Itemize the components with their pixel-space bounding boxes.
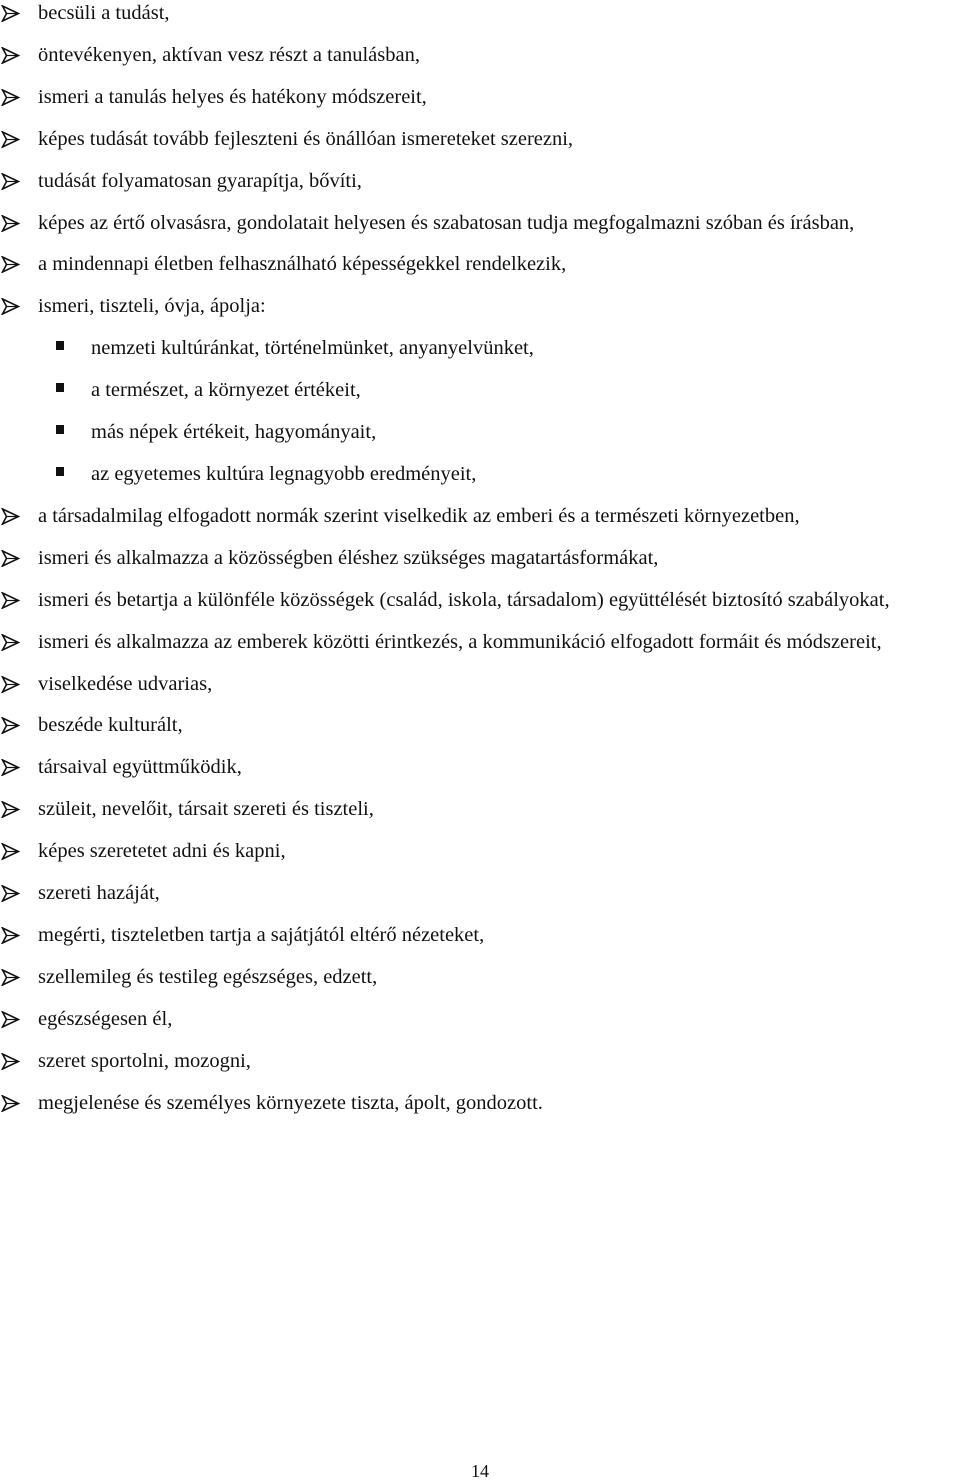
arrow-bullet-icon	[1, 1053, 20, 1070]
list-item-text: öntevékenyen, aktívan vesz részt a tanulásban,	[38, 43, 420, 66]
arrow-bullet-icon	[1, 5, 20, 22]
arrow-bullet-icon	[1, 969, 20, 986]
list-item-text: képes tudását tovább fejleszteni és önállóan ismereteket szerezni,	[38, 127, 574, 150]
list-item	[0, 1083, 960, 1125]
arrow-bullet-icon	[1, 89, 20, 106]
list-item-text: szeret sportolni, mozogni,	[38, 1049, 251, 1072]
list-item-text: ismeri és betartja a különféle közösségek (család, iskola, társadalom) együttélését biztosító szabályokat,	[38, 588, 890, 611]
list-item-text: más népek értékeit, hagyományait,	[91, 421, 377, 444]
list-item-text: megérti, tiszteletben tartja a sajátjától eltérő nézeteket,	[38, 923, 485, 946]
list-item-text: ismeri és alkalmazza a közösségben éléshez szükséges magatartásformákat,	[38, 546, 659, 569]
list-item	[0, 915, 960, 957]
list-item	[0, 747, 960, 789]
sub-list-item	[0, 370, 960, 412]
page-number: 14	[471, 1461, 489, 1481]
list-item-text: szereti hazáját,	[38, 882, 160, 905]
arrow-bullet-icon	[1, 592, 20, 609]
list-item-text: a természet, a környezet értékeit,	[91, 379, 361, 402]
arrow-bullet-icon	[1, 256, 20, 273]
list-item-text: képes szeretetet adni és kapni,	[38, 840, 286, 863]
list-item	[0, 496, 960, 538]
list-item-text: ismeri, tiszteli, óvja, ápolja:	[38, 295, 266, 318]
list-item-text: társaival együttműködik,	[38, 756, 242, 779]
list-item	[0, 705, 960, 747]
list-item-text: becsüli a tudást,	[38, 2, 170, 24]
list-item-text: ismeri a tanulás helyes és hatékony módszereit,	[38, 85, 427, 108]
list-item-text: szüleit, nevelőit, társait szereti és tiszteli,	[38, 798, 374, 821]
list-item-text: az egyetemes kultúra legnagyobb eredményeit,	[91, 462, 477, 485]
list-item	[0, 244, 960, 286]
arrow-bullet-icon	[1, 47, 20, 64]
arrow-bullet-icon	[1, 634, 20, 651]
list-item	[0, 203, 960, 245]
list-item	[0, 286, 960, 328]
list-item-text: képes az értő olvasásra, gondolatait helyesen és szabatosan tudja megfogalmazni szóban és írásban,	[38, 211, 855, 234]
arrow-bullet-icon	[1, 927, 20, 944]
sub-list-item	[0, 328, 960, 370]
list-item-text: tudását folyamatosan gyarapítja, bővíti,	[38, 169, 362, 192]
square-bullet-icon	[56, 341, 64, 350]
list-item	[0, 580, 960, 622]
arrow-bullet-icon	[1, 508, 20, 525]
list-item-text: ismeri és alkalmazza az emberek közötti érintkezés, a kommunikáció elfogadott formáit és módszereit,	[38, 630, 882, 653]
arrow-bullet-icon	[1, 298, 20, 315]
arrow-bullet-icon	[1, 550, 20, 567]
arrow-bullet-icon	[1, 676, 20, 693]
sub-list-item	[0, 412, 960, 454]
list-item-text: viselkedése udvarias,	[38, 672, 213, 695]
arrow-bullet-icon	[1, 843, 20, 860]
list-item	[0, 999, 960, 1041]
arrow-bullet-icon	[1, 1095, 20, 1112]
list-item-text: a társadalmilag elfogadott normák szerint viselkedik az emberi és a természeti környezetben,	[38, 504, 800, 527]
list-item	[0, 622, 960, 664]
arrow-bullet-icon	[1, 173, 20, 190]
arrow-bullet-icon	[1, 885, 20, 902]
sub-list-item	[0, 454, 960, 496]
square-bullet-icon	[56, 425, 64, 434]
square-bullet-icon	[56, 383, 64, 392]
list-item-text: beszéde kulturált,	[38, 714, 183, 737]
arrow-bullet-icon	[1, 717, 20, 734]
arrow-bullet-icon	[1, 801, 20, 818]
list-item	[0, 873, 960, 915]
list-item	[0, 161, 960, 203]
list-item	[0, 0, 960, 35]
arrow-bullet-icon	[1, 215, 20, 232]
list-item	[0, 119, 960, 161]
list-item-text: szellemileg és testileg egészséges, edzett,	[38, 965, 378, 988]
list-item-text: a mindennapi életben felhasználható képességekkel rendelkezik,	[38, 253, 567, 276]
list-item	[0, 664, 960, 706]
arrow-bullet-icon	[1, 131, 20, 148]
arrow-bullet-icon	[1, 759, 20, 776]
list-item-text: megjelenése és személyes környezete tiszta, ápolt, gondozott.	[38, 1091, 543, 1114]
list-item	[0, 77, 960, 119]
list-item	[0, 35, 960, 77]
arrow-bullet-icon	[1, 1011, 20, 1028]
list-item	[0, 831, 960, 873]
list-item	[0, 1041, 960, 1083]
list-item	[0, 957, 960, 999]
square-bullet-icon	[56, 467, 64, 476]
list-item-text: egészségesen él,	[38, 1007, 173, 1030]
list-item	[0, 789, 960, 831]
list-item	[0, 538, 960, 580]
list-item-text: nemzeti kultúránkat, történelmünket, anyanyelvünket,	[91, 337, 534, 360]
